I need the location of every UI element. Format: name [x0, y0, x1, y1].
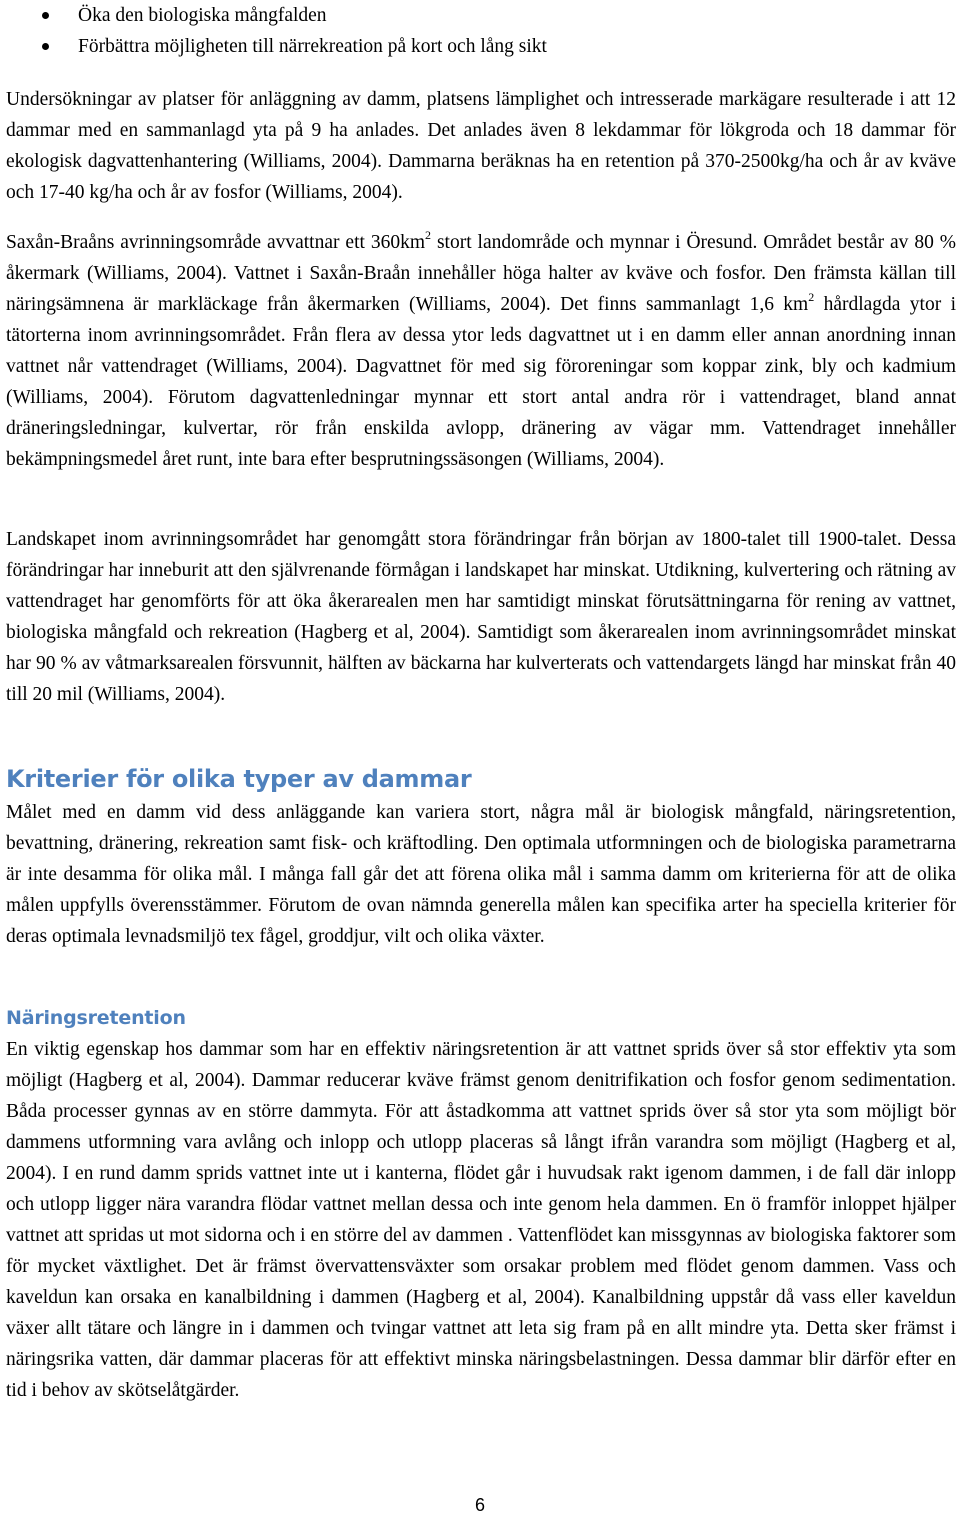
superscript: 2	[425, 228, 432, 242]
paragraph-landscape-change: Landskapet inom avrinningsområdet har genomgått stora förändringar från början av 1800-talet till 1900-talet. Dessa förändringar har inneburit att den självrenande förmågan i landskapet har minskat. Utdikning, kulvertering och rätning av vattendraget har genomförts för att öka åkerarealen men har samtidigt minskat förutsättningarna för rening av vattnet, biologiska mångfald och rekreation (Hagberg et al, 2004). Samtidigt som åkerarealen inom avrinningsområdet minskat har 90 % av våtmarksarealen försvunnit, hälften av bäckarna har kulverterats och vattendargets längd har minskat från 40 till 20 mil (Williams, 2004).	[6, 529, 956, 705]
bullet-text: Förbättra möjligheten till närrekreation på kort och lång sikt	[78, 36, 547, 57]
heading-nutrient-retention: Näringsretention	[6, 1007, 186, 1029]
bullet-text: Öka den biologiska mångfalden	[78, 5, 327, 26]
bullet-item	[0, 31, 960, 62]
bullet-icon	[42, 43, 49, 50]
paragraph-catchment-area	[6, 227, 956, 475]
bullet-item	[0, 0, 960, 31]
paragraph-text: hårdlagda ytor i tätorterna inom avrinningsområdet. Från flera av dessa ytor leds dagvattnet ut i en damm eller annan anordning innan vattnet når vattendraget (Williams, 2004). Dagvattnet för med sig föroreningar som koppar zink, bly och kadmium (Williams, 2004). Förutom dagvattenledningar mynnar ett stort antal andra rör i vattendraget, bland annat dräneringsledningar, kulvertar, rör från enskilda avlopp, dränering av vägar mm. Vattendraget innehåller bekämpningsmedel året runt, inte bara efter besprutningssäsongen (Williams, 2004).	[6, 294, 956, 470]
superscript: 2	[808, 290, 815, 304]
paragraph-dam-goals: Målet med en damm vid dess anläggande kan variera stort, några mål är biologisk mångfald, näringsretention, bevattning, dränering, rekreation samt fisk- och kräftodling. Den optimala utformningen och de biologiska parametrarna är inte desamma för olika mål. I många fall går det att förena olika mål i samma damm om kriterierna för att de olika målen uppfylls överensstämmer. Förutom de ovan nämnda generella målen kan specifika arter ha speciella kriterier för deras optimala levnadsmiljö tex fågel, groddjur, vilt och olika växter.	[6, 802, 956, 947]
paragraph-text: Saxån-Braåns avrinningsområde avvattnar ett 360km	[6, 232, 426, 253]
paragraph-nutrient-retention: En viktig egenskap hos dammar som har en effektiv näringsretention är att vattnet sprids över så stor effektiv yta som möjligt (Hagberg et al, 2004). Dammar reducerar kväve främst genom denitrifikation och fosfor genom sedimentation. Båda processer gynnas av en större dammyta. För att åstadkomma att vattnet sprids över så stor yta som möjligt bör dammens utformning vara avlång och inlopp och utlopp placeras så långt ifrån varandra som möjligt (Hagberg et al, 2004). I en rund damm sprids vattnet inte ut i kanterna, flödet går i huvudsak rakt igenom dammen, i de fall där inlopp och utlopp ligger nära varandra flödar vattnet mellan dessa och inte genom hela dammen. En ö framför inloppet hjälper vattnet att spridas ut mot sidorna och i en större del av dammen . Vattenflödet kan missgynnas av biologiska faktorer som för mycket växtlighet. Det är främst övervattensväxter som orsakar problem med flödet genom dammen. Vass och kaveldun kan orsaka en kanalbildning i dammen (Hagberg et al, 2004). Kanalbildning uppstår då vass eller kaveldun växer allt tätare och längre in i dammen och tvingar vattnet att leta sig fram på en allt mindre yta. Detta sker främst i näringsrika vatten, där dammar placeras för att effektivt minska näringsbelastningen. Dessa dammar blir därför efter en tid i behov av skötselåtgärder.	[6, 1039, 956, 1401]
heading-dam-criteria: Kriterier för olika typer av dammar	[6, 765, 472, 793]
paragraph-dam-construction: Undersökningar av platser för anläggning av damm, platsens lämplighet och intresserade markägare resulterade i att 12 dammar med en sammanlagd yta på 9 ha anlades. Det anlades även 8 lekdammar för lökgroda och 18 dammar för ekologisk dagvattenhantering (Williams, 2004). Dammarna beräknas ha en retention på 370-2500kg/ha och år av kväve och 17-40 kg/ha och år av fosfor (Williams, 2004).	[6, 89, 956, 203]
page-number: 6	[474, 1495, 485, 1515]
bullet-icon	[42, 12, 49, 19]
paragraph-text: stort landområde och mynnar i Öresund. Området består av 80 % åkermark (Williams, 2004). Vattnet i Saxån-Braån innehåller höga halter av kväve och fosfor. Den främsta källan till näringsämnena är markläckage från åkermarken (Williams, 2004). Det finns sammanlagt 1,6 km	[6, 232, 957, 315]
bullet-list	[0, 0, 960, 62]
